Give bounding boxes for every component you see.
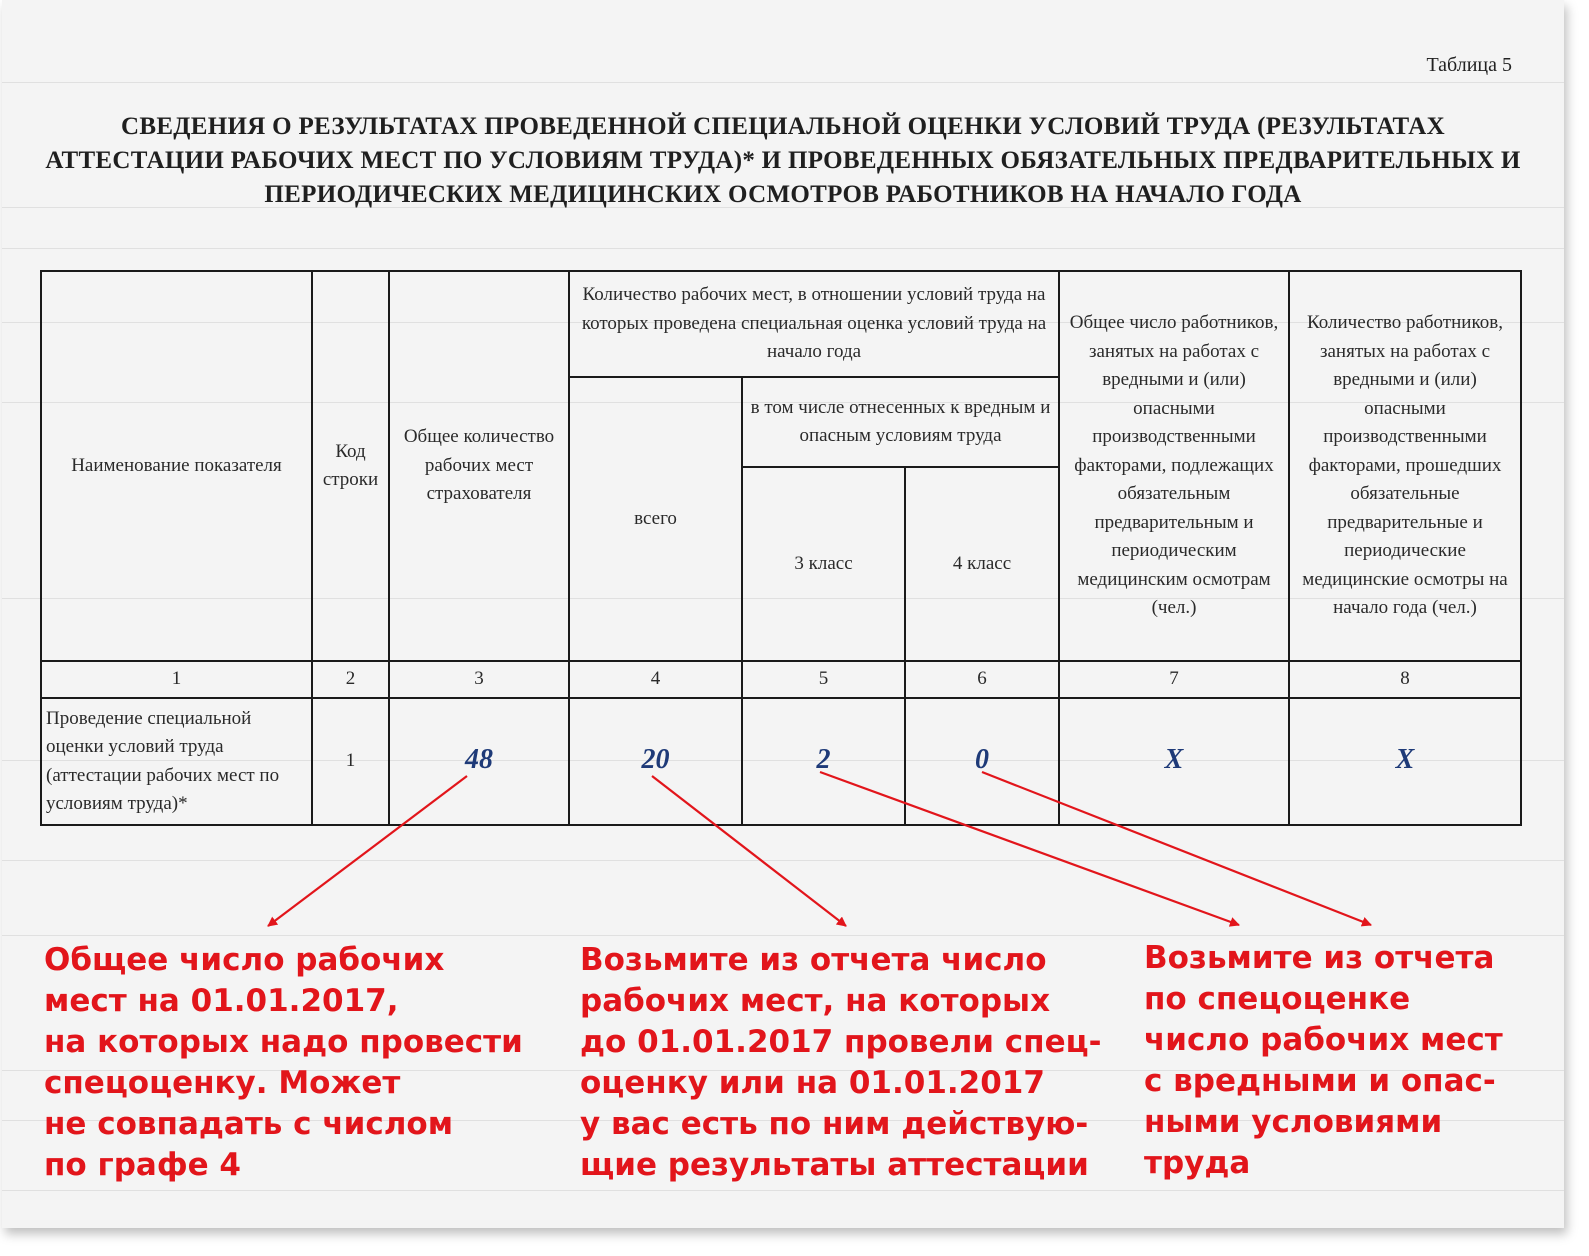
header-harmful-group: в том числе отнесенных к вредным и опасным условиям труда <box>742 377 1059 467</box>
value-total-workplaces: 48 <box>465 743 493 775</box>
value-workers-passed: Х <box>1395 743 1415 775</box>
row-name: Проведение специальной оценки условий труда (аттестации рабочих мест по условиям труда)* <box>41 698 312 825</box>
column-number: 4 <box>569 661 742 698</box>
value-all: 20 <box>641 743 670 775</box>
column-number: 6 <box>905 661 1059 698</box>
header-workers-subject: Общее число работников, занятых на работах с вредными и (или) опасными производственными факторами, подлежащих обязательным предварительным и периодическим медицинским осмотрам (чел.) <box>1059 271 1289 661</box>
value-class4: 0 <box>975 743 989 775</box>
annotation-note-1: Общее число рабочих мест на 01.01.2017, на которых надо провести спецоценку. Может не совпадать с числом по графе 4 <box>44 942 523 1183</box>
row-code: 1 <box>312 698 389 825</box>
column-number: 1 <box>41 661 312 698</box>
column-number: 8 <box>1289 661 1521 698</box>
column-number: 5 <box>742 661 905 698</box>
column-number: 2 <box>312 661 389 698</box>
column-number: 3 <box>389 661 569 698</box>
value-workers-subject: Х <box>1164 743 1184 775</box>
header-all: всего <box>569 377 742 661</box>
arrow-note2 <box>652 776 846 926</box>
header-name: Наименование показателя <box>41 271 312 661</box>
table-label: Таблица 5 <box>1426 54 1512 76</box>
header-workers-passed: Количество работников, занятых на работах с вредными и (или) опасными производственными факторами, прошедших обязательные предварительные и периодические медицинские осмотры на начало года (чел.) <box>1289 271 1521 661</box>
value-class3: 2 <box>816 743 831 775</box>
document-sheet <box>2 0 1564 1228</box>
annotation-note-3: Возьмите из отчета по спецоценке число рабочих мест с вредными и опас- ными условиями труда <box>1144 940 1503 1181</box>
header-total-workplaces: Общее количество рабочих мест страхователя <box>389 271 569 661</box>
header-code: Код строки <box>312 271 389 661</box>
header-class4: 4 класс <box>905 467 1059 661</box>
annotation-note-2: Возьмите из отчета число рабочих мест, на которых до 01.01.2017 провели спец- оценку или на 01.01.2017 у вас есть по ним действую- щие результаты аттестации <box>580 942 1102 1183</box>
arrow-note1 <box>268 776 467 926</box>
column-number: 7 <box>1059 661 1289 698</box>
header-class3: 3 класс <box>742 467 905 661</box>
document-title: СВЕДЕНИЯ О РЕЗУЛЬТАТАХ ПРОВЕДЕННОЙ СПЕЦИАЛЬНОЙ ОЦЕНКИ УСЛОВИЙ ТРУДА (РЕЗУЛЬТАТАХ АТТЕСТАЦИИ РАБОЧИХ МЕСТ ПО УСЛОВИЯМ ТРУДА)* И ПРОВЕДЕННЫХ ОБЯЗАТЕЛЬНЫХ ПРЕДВАРИТЕЛЬНЫХ И ПЕРИОДИЧЕСКИХ МЕДИЦИНСКИХ ОСМОТРОВ РАБОТНИКОВ НА НАЧАЛО ГОДА <box>45 113 1521 208</box>
header-assessed-group: Количество рабочих мест, в отношении условий труда на которых проведена специальная оценка условий труда на начало года <box>569 271 1059 377</box>
